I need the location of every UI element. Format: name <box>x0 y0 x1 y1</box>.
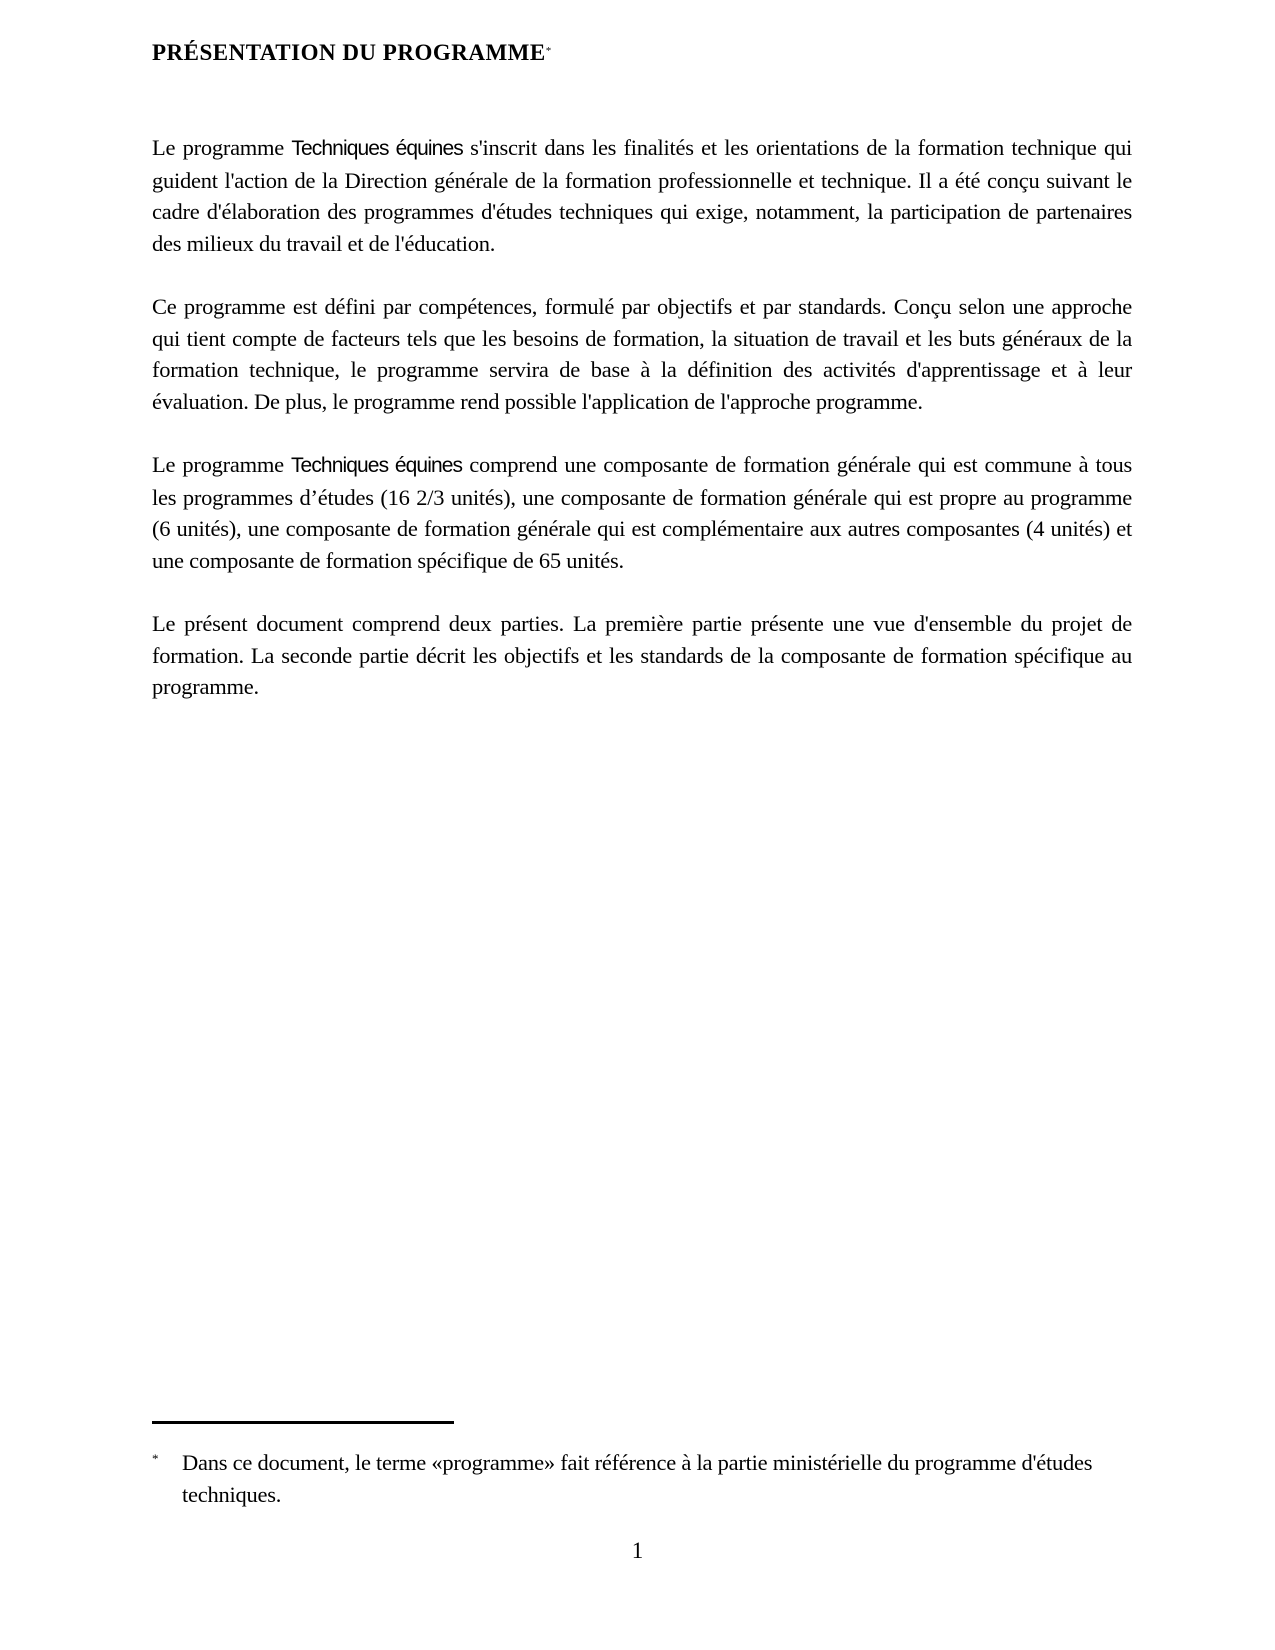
page-number: 1 <box>631 1538 644 1563</box>
body-text <box>152 132 1132 735</box>
program-name: Techniques équines <box>291 137 463 160</box>
paragraph-1-rest: s'inscrit dans les finalités et les orientations de la formation technique qui guident l'action de la Direction générale de la formation professionnelle et technique. Il a été conçu suivant le cadre d'élaboration des programmes d'études techniques qui exige, notamment, la participation de partenaires des milieux du travail et de l'éducation. <box>152 135 1132 256</box>
footnote-separator <box>152 1421 454 1424</box>
footnote-marker: * <box>152 1451 159 1466</box>
paragraph-3 <box>152 449 1132 576</box>
paragraph-4: Le présent document comprend deux parties. La première partie présente une vue d'ensemble du projet de formation. La seconde partie décrit les objectifs et les standards de la composante de formation spécifique au programme. <box>152 611 1132 699</box>
page-title <box>152 38 552 68</box>
title-footnote-marker: * <box>545 45 552 57</box>
paragraph-1-intro: Le programme <box>152 135 292 160</box>
paragraph-3-rest: comprend une composante de formation générale qui est commune à tous les programmes d’études (16 2/3 unités), une composante de formation générale qui est propre au programme (6 unités), une composante de formation générale qui est complémentaire aux autres composantes (4 unités) et une composante de formation spécifique de 65 unités. <box>152 452 1132 573</box>
program-name: Techniques équines <box>290 454 463 477</box>
paragraph-2: Ce programme est défini par compétences, formulé par objectifs et par standards. Conçu selon une approche qui tient compte de facteurs tels que les besoins de formation, la situation de travail et les buts généraux de la formation technique, le programme servira de base à la définition des activités d'apprentissage et à leur évaluation. De plus, le programme rend possible l'application de l'approche programme. <box>152 294 1132 414</box>
paragraph-1 <box>152 132 1132 259</box>
page-title-text: PRÉSENTATION DU PROGRAMME <box>152 40 546 65</box>
footnote-text: Dans ce document, le terme «programme» fait référence à la partie ministérielle du programme d'études techniques. <box>182 1450 1093 1507</box>
footnote <box>152 1447 1132 1510</box>
paragraph-3-intro: Le programme <box>152 452 291 477</box>
